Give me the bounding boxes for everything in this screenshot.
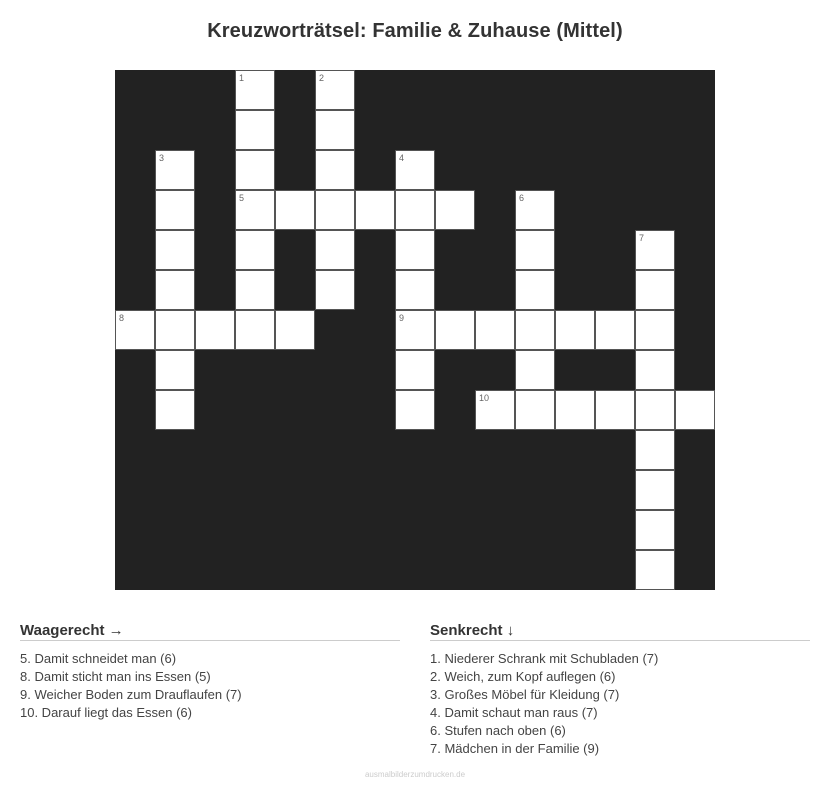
- crossword-grid: [115, 70, 715, 590]
- across-clue: 9. Weicher Boden zum Drauflaufen (7): [20, 687, 242, 702]
- grid-cell[interactable]: [635, 390, 675, 430]
- grid-cell[interactable]: [635, 550, 675, 590]
- clue-number: 2: [319, 73, 325, 83]
- grid-cell[interactable]: [595, 310, 635, 350]
- clue-number: 1: [239, 73, 245, 83]
- grid-cell[interactable]: [635, 350, 675, 390]
- grid-cell[interactable]: [315, 190, 355, 230]
- grid-cell[interactable]: [635, 510, 675, 550]
- grid-cell[interactable]: [235, 150, 275, 190]
- grid-cell[interactable]: [395, 190, 435, 230]
- grid-cell[interactable]: [395, 150, 435, 190]
- grid-cell[interactable]: [515, 270, 555, 310]
- grid-cell[interactable]: [195, 310, 235, 350]
- down-clues: [430, 622, 810, 758]
- down-heading: Senkrecht ↓: [430, 622, 810, 641]
- grid-cell[interactable]: [475, 390, 515, 430]
- grid-cell[interactable]: [635, 310, 675, 350]
- grid-cell[interactable]: [395, 270, 435, 310]
- grid-cell[interactable]: [315, 150, 355, 190]
- grid-cell[interactable]: [515, 230, 555, 270]
- grid-cell[interactable]: [155, 230, 195, 270]
- grid-cell[interactable]: [235, 270, 275, 310]
- clue-number: 9: [399, 313, 405, 323]
- grid-cell[interactable]: [275, 310, 315, 350]
- grid-cell[interactable]: [515, 350, 555, 390]
- grid-cell[interactable]: [155, 310, 195, 350]
- clue-number: 3: [159, 153, 165, 163]
- down-clue: 3. Großes Möbel für Kleidung (7): [430, 687, 620, 702]
- grid-cell[interactable]: [395, 350, 435, 390]
- grid-cell[interactable]: [635, 430, 675, 470]
- grid-cell[interactable]: [515, 310, 555, 350]
- clue-number: 6: [519, 193, 525, 203]
- grid-cell[interactable]: [555, 310, 595, 350]
- grid-cell[interactable]: [635, 270, 675, 310]
- grid-cell[interactable]: [155, 270, 195, 310]
- across-clue: 10. Darauf liegt das Essen (6): [20, 705, 192, 720]
- grid-cell[interactable]: [555, 390, 595, 430]
- grid-cell[interactable]: [435, 190, 475, 230]
- grid-cell[interactable]: [595, 390, 635, 430]
- grid-cell[interactable]: [395, 310, 435, 350]
- grid-cell[interactable]: [395, 230, 435, 270]
- grid-cell[interactable]: [675, 390, 715, 430]
- grid-cell[interactable]: [395, 390, 435, 430]
- grid-cell[interactable]: [155, 190, 195, 230]
- across-clue: 8. Damit sticht man ins Essen (5): [20, 669, 211, 684]
- grid-cell[interactable]: [235, 190, 275, 230]
- grid-cell[interactable]: [515, 190, 555, 230]
- grid-cell[interactable]: [635, 230, 675, 270]
- grid-cell[interactable]: [155, 150, 195, 190]
- across-heading: Waagerecht →: [20, 622, 400, 641]
- grid-cell[interactable]: [275, 190, 315, 230]
- grid-cell[interactable]: [235, 230, 275, 270]
- grid-cell[interactable]: [155, 390, 195, 430]
- clue-number: 5: [239, 193, 245, 203]
- grid-cell[interactable]: [315, 270, 355, 310]
- down-clue: 6. Stufen nach oben (6): [430, 723, 566, 738]
- clue-number: 8: [119, 313, 125, 323]
- grid-cell[interactable]: [435, 310, 475, 350]
- puzzle-title: Kreuzworträtsel: Familie & Zuhause (Mittel): [207, 20, 623, 42]
- across-clue: 5. Damit schneidet man (6): [20, 651, 177, 666]
- clue-number: 4: [399, 153, 405, 163]
- down-clue: 7. Mädchen in der Familie (9): [430, 741, 600, 756]
- down-clue: 4. Damit schaut man raus (7): [430, 705, 598, 720]
- grid-cell[interactable]: [515, 390, 555, 430]
- grid-cell[interactable]: [235, 70, 275, 110]
- grid-cell[interactable]: [115, 310, 155, 350]
- grid-cell[interactable]: [235, 110, 275, 150]
- clue-number: 7: [639, 233, 645, 243]
- footer-credit: ausmalbilderzumdrucken.de: [364, 770, 466, 779]
- grid-cell[interactable]: [235, 310, 275, 350]
- down-clue: 2. Weich, zum Kopf auflegen (6): [430, 669, 616, 684]
- grid-cell[interactable]: [475, 310, 515, 350]
- clue-number: 10: [479, 393, 490, 403]
- grid-cell[interactable]: [355, 190, 395, 230]
- down-clue: 1. Niederer Schrank mit Schubladen (7): [430, 651, 659, 666]
- across-clues: [20, 622, 400, 722]
- grid-cell[interactable]: [315, 230, 355, 270]
- grid-cell[interactable]: [315, 110, 355, 150]
- grid-cell[interactable]: [155, 350, 195, 390]
- grid-cell[interactable]: [315, 70, 355, 110]
- grid-cell[interactable]: [635, 470, 675, 510]
